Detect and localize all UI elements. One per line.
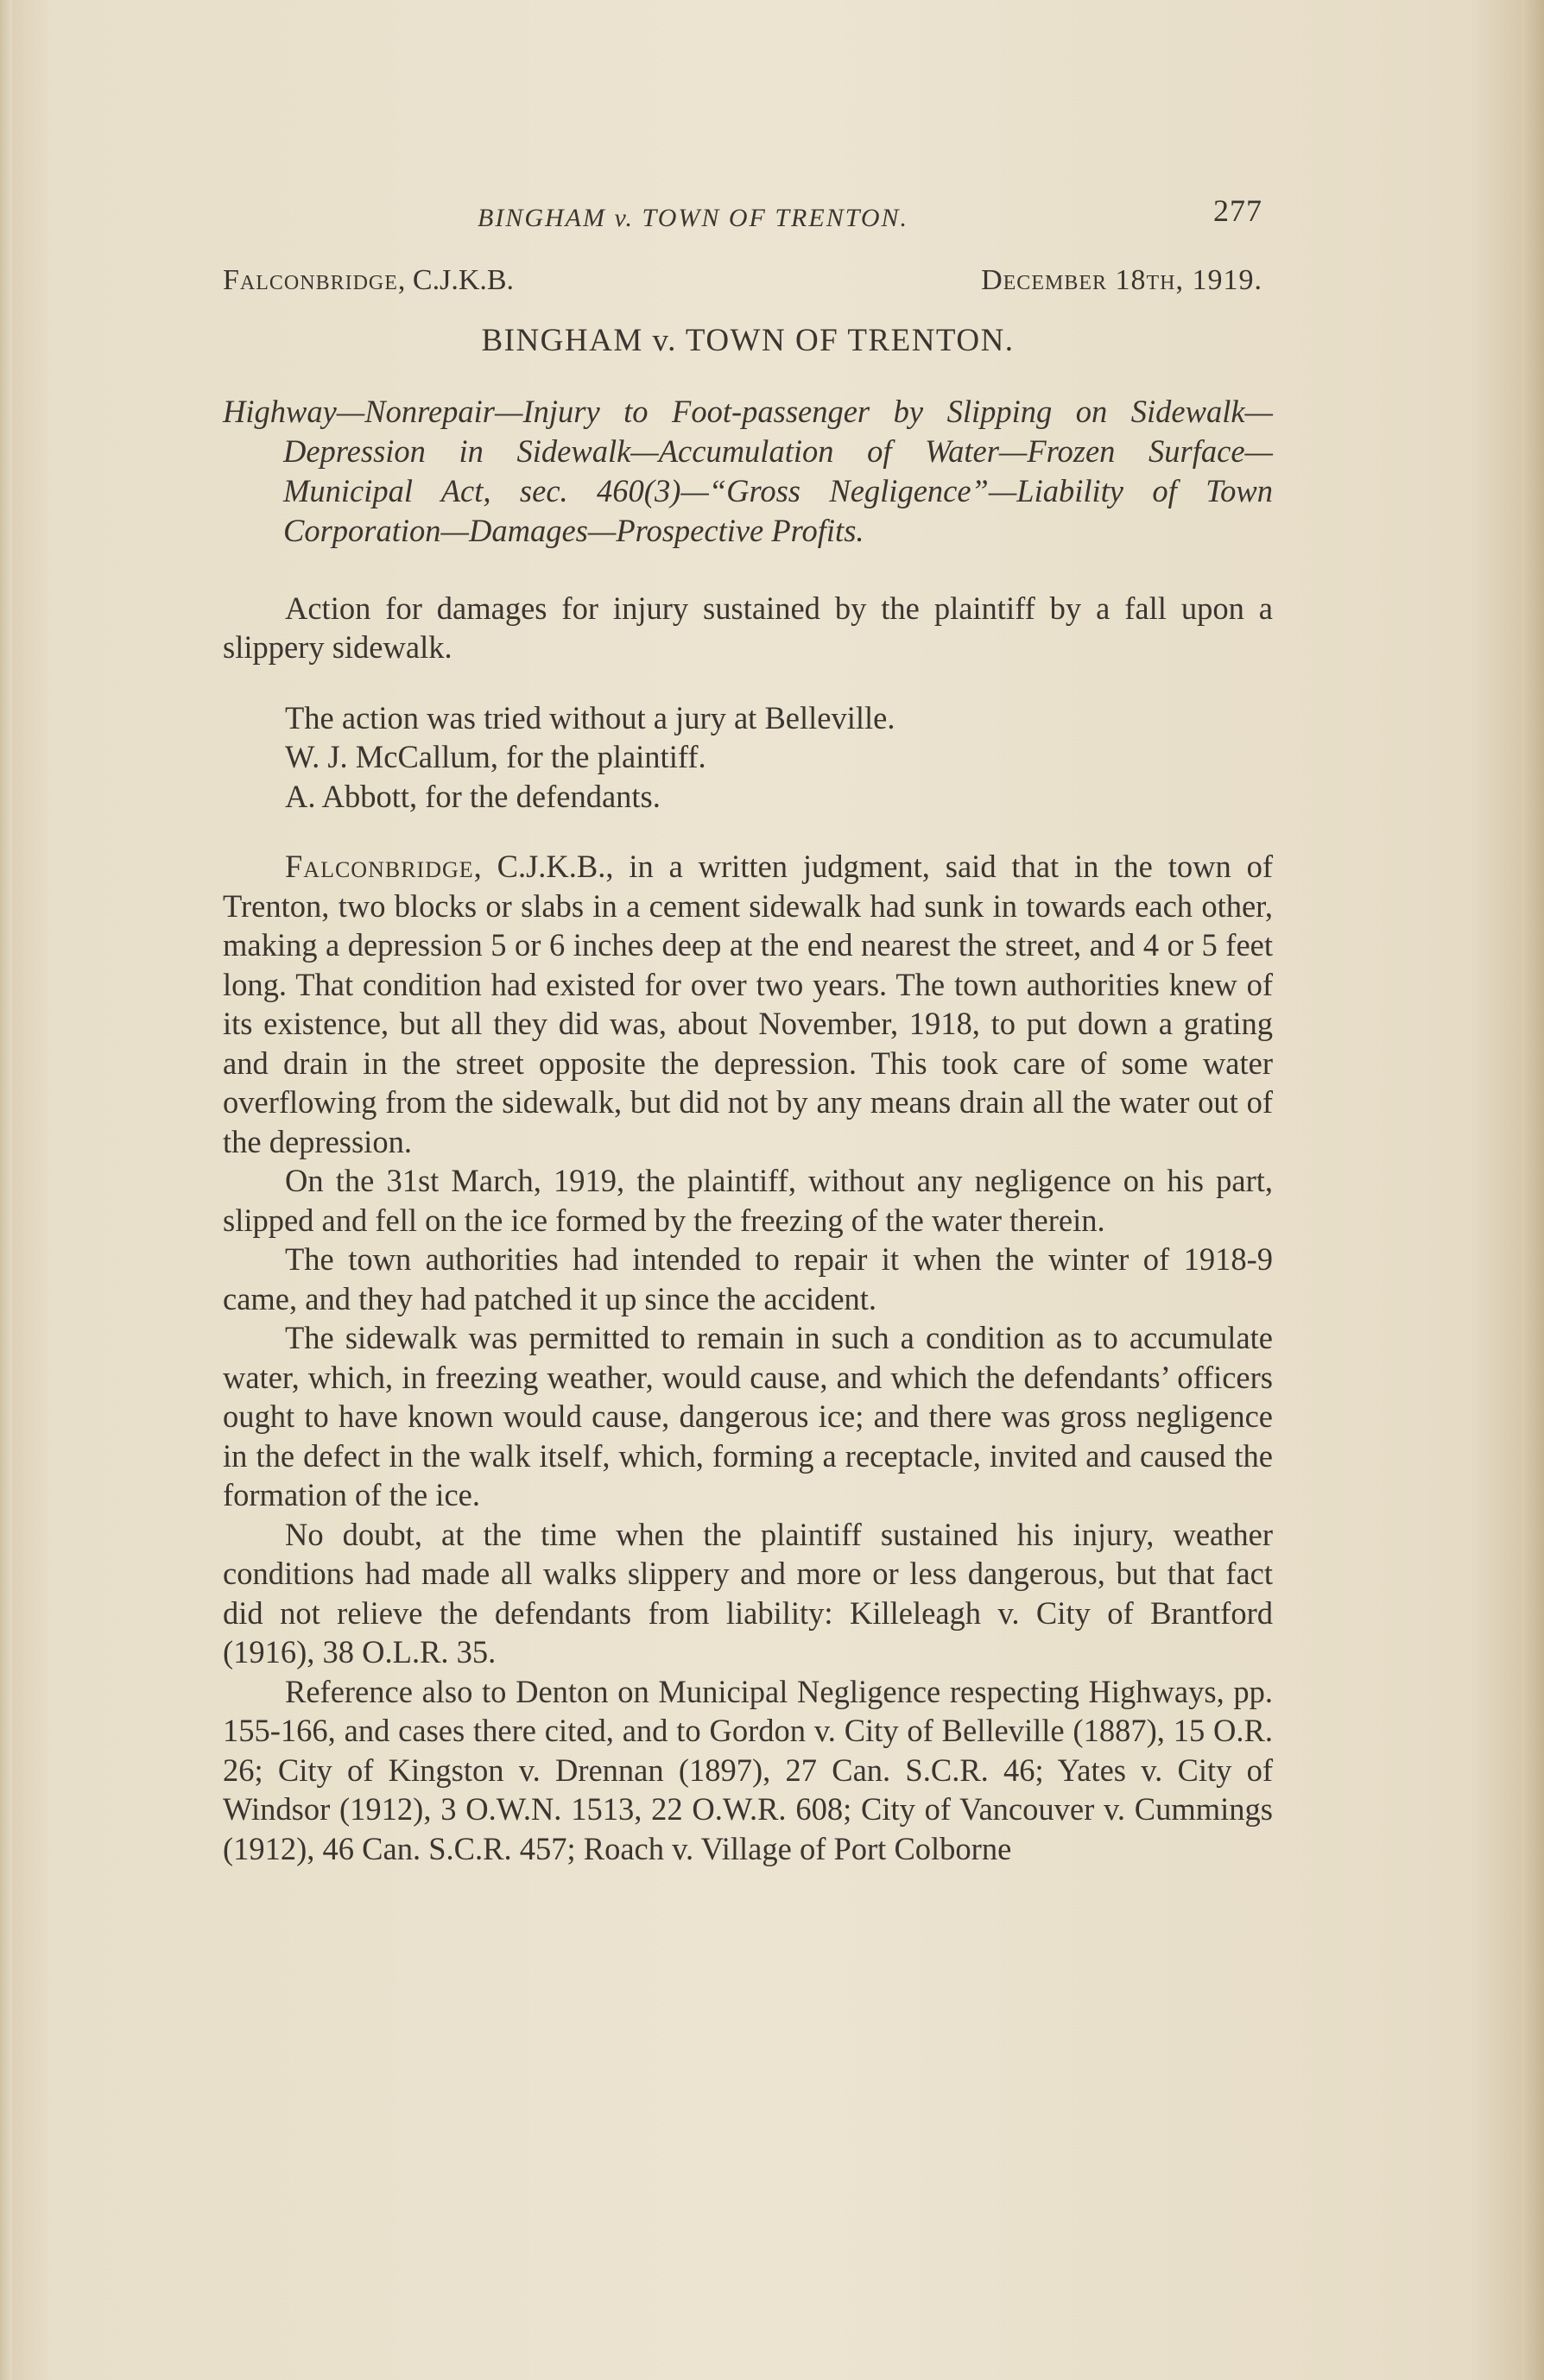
- paragraph-gap: [223, 667, 1273, 698]
- judge-date-line: [223, 261, 1273, 302]
- defendant-counsel: A. Abbott, for the defendants.: [285, 778, 661, 814]
- judge-title: , C.J.K.B.: [397, 264, 515, 296]
- judgment-opening-text: , C.J.K.B., in a written judgment, said that in the town of Trenton, two blocks or slabs in a cement sidewalk had sunk in towards each other, making a depression 5 or 6 inches deep at the end nearest the street, and 4 or 5 feet long. That condition had existed for over two years. The town authorities knew of its existence, but all they did was, about November, 1918, to put down a grating and drain in the street opposite the depression. This took care of some water overflowing from the sidewalk, but did not by any means drain all the water out of the depression.: [223, 849, 1273, 1159]
- paragraph-gap: [223, 816, 1273, 847]
- action-summary: Action for damages for injury sustained by the plaintiff by a fall upon a slippery sidewalk.: [223, 590, 1273, 665]
- judgment-paragraph: The sidewalk was permitted to remain in such a condition as to accumulate water, which, in freezing weather, would cause, and which the defendants’ officers ought to have known would cause, dangerous ice; and there was gross negligence in the defect in the walk itself, which, forming a receptacle, invited and caused the formation of the ice.: [223, 1320, 1273, 1512]
- judgment-paragraph: On the 31st March, 1919, the plaintiff, without any negligence on his part, slipped and fell on the ice formed by the freezing of the water therein.: [223, 1163, 1273, 1238]
- judgment-paragraph: The town authorities had intended to repair it when the winter of 1918-9 came, and they had patched it up since the accident.: [223, 1241, 1273, 1316]
- headnote: Highway—Nonrepair—Injury to Foot-passenger by Slipping on Sidewalk—Depression in Sidewalk—Accumulation of Water—Frozen Surface—Municipal Act, sec. 460(3)—“Gross Negligence”—Liability of Town Corporation—Damages—Prospective Profits.: [223, 393, 1273, 548]
- judgment-paragraph: No doubt, at the time when the plaintiff sustained his injury, weather conditions had made all walks slippery and more or less dangerous, but that fact did not relieve the defendants from liability: Killeleagh v. City of Brantford (1916), 38 O.L.R. 35.: [223, 1516, 1273, 1670]
- plaintiff-counsel: W. J. McCallum, for the plaintiff.: [285, 739, 706, 774]
- judgment-judge-name: Falconbridge: [285, 849, 474, 884]
- decision-date-month: December: [981, 264, 1107, 296]
- judge-name: Falconbridge: [223, 264, 398, 296]
- case-title: BINGHAM v. TOWN OF TRENTON.: [481, 323, 1015, 358]
- page-left-edge: [0, 0, 12, 2380]
- page-content: [223, 192, 1273, 1868]
- decision-date-rest: 18th, 1919.: [1107, 264, 1262, 296]
- running-head-title: BINGHAM v. TOWN OF TRENTON.: [478, 204, 909, 232]
- decision-date: [981, 261, 1262, 300]
- book-spine-shadow: [1522, 0, 1544, 2380]
- running-head: [223, 192, 1273, 237]
- judgment-paragraph: Reference also to Denton on Municipal Negligence respecting Highways, pp. 155-166, and cases there cited, and to Gordon v. City of Belleville (1887), 15 O.R. 26; City of Kingston v. Drennan (1897), 27 Can. S.C.R. 46; Yates v. City of Windsor (1912), 3 O.W.N. 1513, 22 O.W.R. 608; City of Vancouver v. Cummings (1912), 46 Can. S.C.R. 457; Roach v. Village of Port Colborne: [223, 1673, 1273, 1866]
- judge-name-line: [223, 261, 514, 300]
- judgment-opening: [223, 847, 1273, 1161]
- page-number: 277: [1213, 193, 1262, 228]
- trial-venue: The action was tried without a jury at Belleville.: [285, 699, 895, 735]
